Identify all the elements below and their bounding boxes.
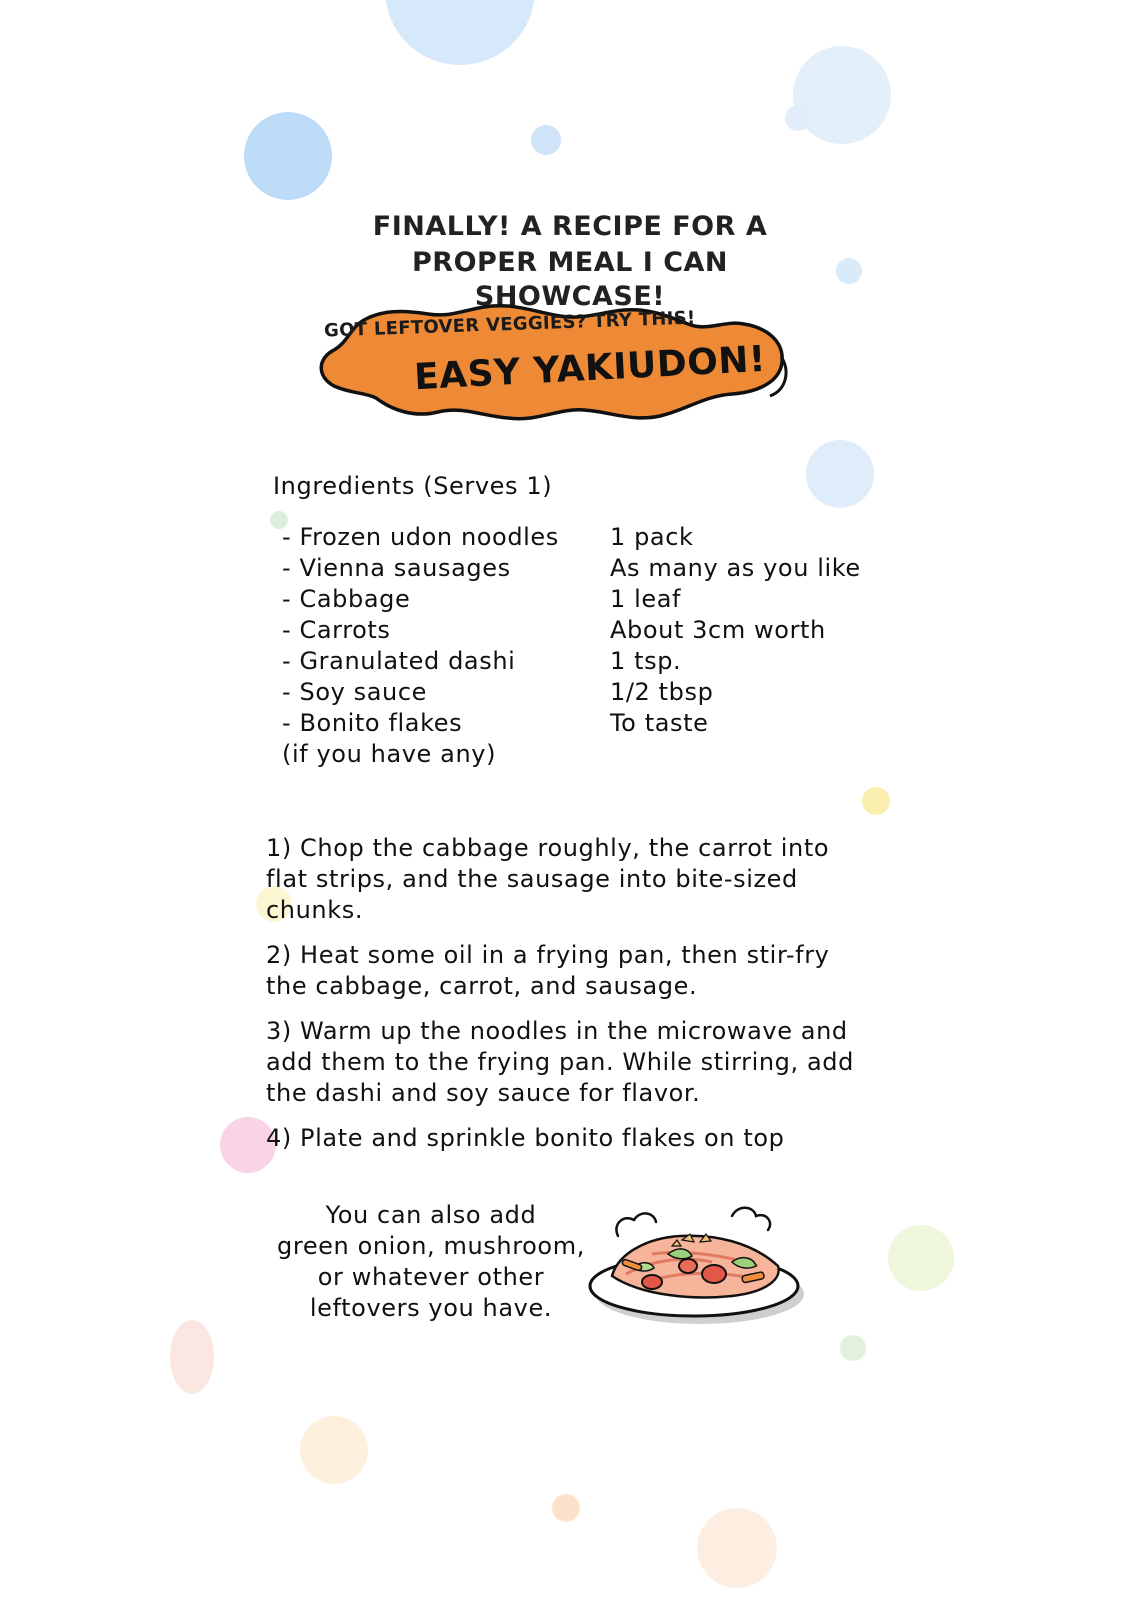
ingredient-qty: 1 pack xyxy=(610,523,694,551)
ingredient-name: - Bonito flakes xyxy=(282,709,463,737)
ingredient-qty: As many as you like xyxy=(610,554,861,582)
recipe-title-banner xyxy=(312,298,802,428)
ingredient-name: - Frozen udon noodles xyxy=(282,523,559,551)
decor-dot-blue-top xyxy=(385,0,535,65)
decor-dot-peach-bottom xyxy=(697,1508,777,1588)
ingredient-name: - Carrots xyxy=(282,616,391,644)
tip-line: green onion, mushroom, xyxy=(277,1232,585,1260)
banner-subtitle: GOT LEFTOVER VEGGIES? TRY THIS! xyxy=(323,307,696,342)
ingredient-qty: 1 tsp. xyxy=(610,647,682,675)
step-1: 1) Chop the cabbage roughly, the carrot into flat strips, and the sausage into bite-sized chunks. xyxy=(266,834,830,924)
decor-dot-blue-mid xyxy=(806,440,874,508)
step-2: 2) Heat some oil in a frying pan, then stir-fry the cabbage, carrot, and sausage. xyxy=(266,941,830,1000)
decor-dot-pink-left xyxy=(170,1320,214,1394)
ingredient-name: - Vienna sausages xyxy=(282,554,511,582)
decor-dot-green-right xyxy=(888,1225,954,1291)
ingredient-qty: About 3cm worth xyxy=(610,616,826,644)
decor-dot-blue-left xyxy=(244,112,332,200)
decor-dot-blue-right xyxy=(793,46,891,144)
decor-dot-blue-small xyxy=(531,125,561,155)
ingredients-list xyxy=(282,522,880,770)
step-4: 4) Plate and sprinkle bonito flakes on top xyxy=(266,1124,785,1152)
ingredient-row xyxy=(282,677,880,708)
ingredient-row xyxy=(282,708,880,739)
ingredient-row xyxy=(282,646,880,677)
ingredient-qty: 1/2 tbsp xyxy=(610,678,714,706)
ingredient-name: - Soy sauce xyxy=(282,678,428,706)
tip-line: leftovers you have. xyxy=(309,1294,553,1322)
ingredients-heading: Ingredients (Serves 1) xyxy=(273,472,553,500)
ingredient-row xyxy=(282,615,880,646)
tip-line: or whatever other xyxy=(317,1263,545,1291)
ingredient-note: (if you have any) xyxy=(282,740,497,768)
ingredient-row xyxy=(282,584,880,615)
decor-dot-yellow xyxy=(862,787,890,815)
decor-dot-green-mini xyxy=(840,1335,866,1361)
ingredient-name: - Cabbage xyxy=(282,585,411,613)
tip-text xyxy=(276,1200,586,1324)
decor-dot-peach xyxy=(300,1416,368,1484)
tip-line: You can also add xyxy=(325,1201,537,1229)
recipe-steps xyxy=(266,833,866,1168)
ingredient-qty: 1 leaf xyxy=(610,585,682,613)
banner-title: EASY YAKIUDON! xyxy=(413,338,767,399)
header-line-2: PROPER MEAL I CAN SHOWCASE! xyxy=(330,244,810,314)
decor-dot-blue-mini xyxy=(836,258,862,284)
decor-dot-orange-mini xyxy=(552,1494,580,1522)
ingredient-qty: To taste xyxy=(610,709,709,737)
ingredient-row xyxy=(282,522,880,553)
step-3: 3) Warm up the noodles in the microwave and add them to the frying pan. While stirring, add the dashi and soy sauce for flavor. xyxy=(266,1017,854,1107)
ingredient-name: - Granulated dashi xyxy=(282,647,516,675)
decor-dot-blue-tiny xyxy=(785,105,811,131)
ingredient-row xyxy=(282,553,880,584)
yakiudon-plate-icon xyxy=(582,1196,807,1335)
header-line-1: FINALLY! A RECIPE FOR A xyxy=(363,208,777,244)
